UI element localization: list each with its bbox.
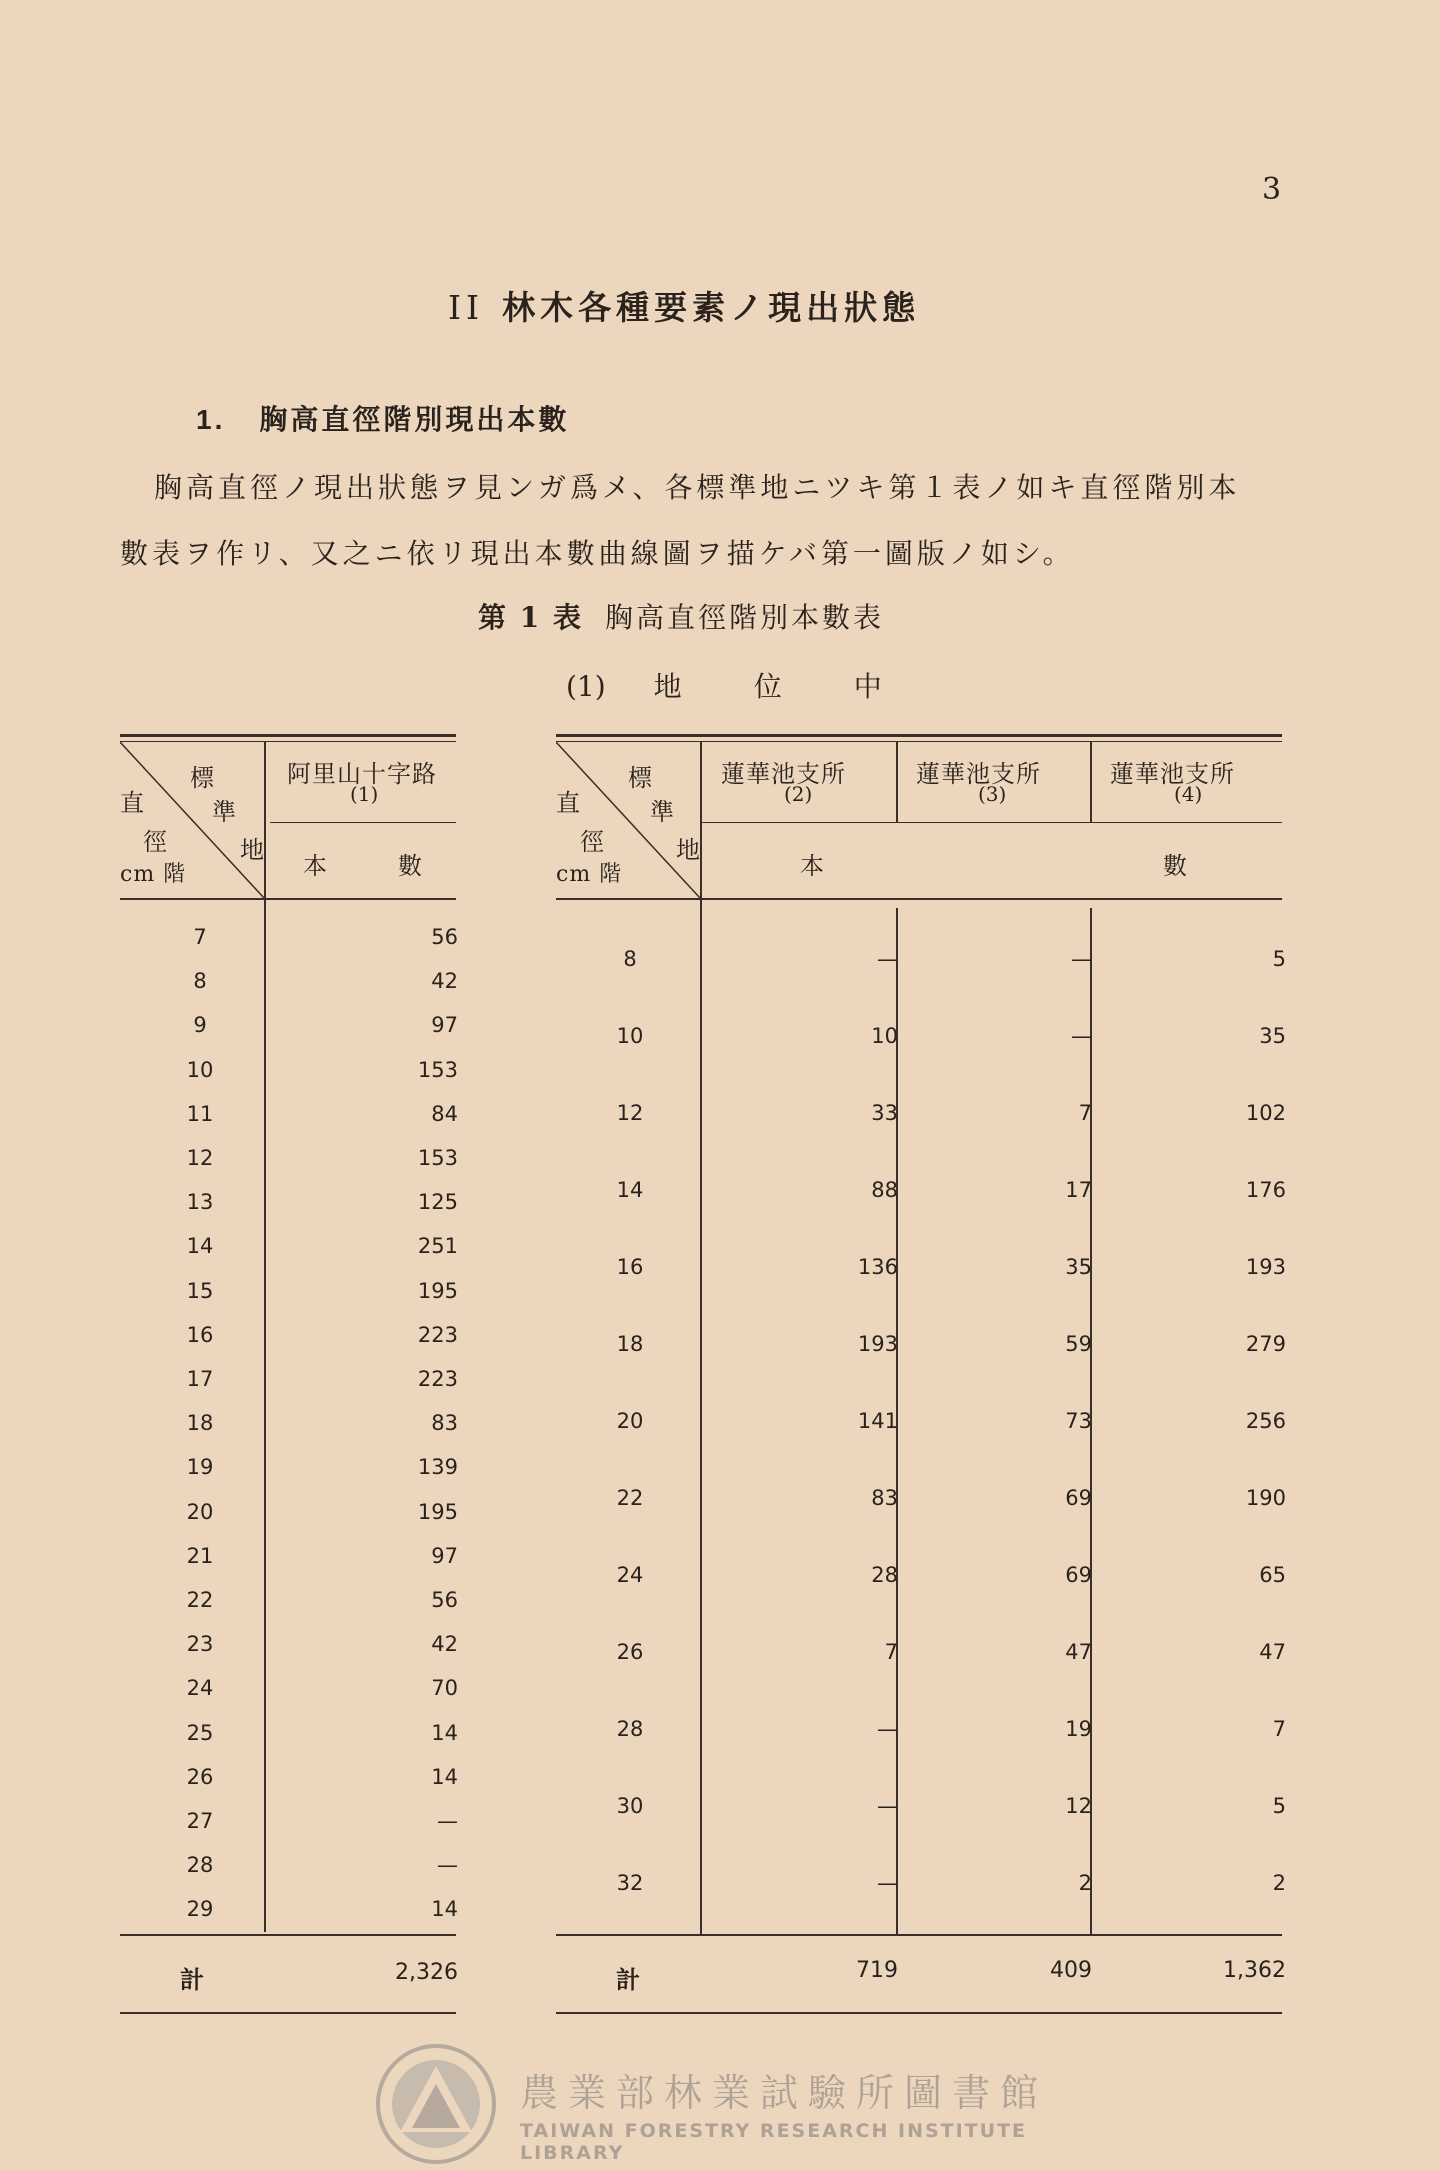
right-row-count-3: 35 (1065, 1255, 1092, 1279)
right-row-count-2: — (877, 1794, 898, 1818)
left-table-bottom-rule (120, 2012, 456, 2014)
right-row-count-3: — (1071, 1024, 1092, 1048)
right-row-count-3: 12 (1065, 1794, 1092, 1818)
left-col-header-b: 數 (398, 852, 423, 880)
right-row-count-4: 65 (1259, 1563, 1286, 1587)
right-row-count-2: 7 (884, 1640, 898, 1664)
left-row-diameter: 24 (186, 1676, 214, 1700)
left-row-diameter: 15 (186, 1279, 214, 1303)
right-row-diameter: 8 (623, 947, 637, 971)
left-row-count: 14 (431, 1721, 458, 1745)
left-row-count: — (437, 1809, 458, 1833)
right-table-top-rule (556, 734, 1282, 737)
left-row-diameter: 11 (186, 1102, 214, 1126)
right-row-count-3: 2 (1078, 1871, 1092, 1895)
watermark-chinese: 農業部林業試驗所圖書館 (520, 2071, 1049, 2115)
left-row-diameter: 18 (186, 1411, 214, 1435)
left-row-count: 153 (417, 1146, 458, 1170)
right-row-count-4: 2 (1272, 1871, 1286, 1895)
right-row-count-4: 35 (1259, 1024, 1286, 1048)
left-row-count: 42 (431, 1632, 458, 1656)
right-row-diameter: 30 (616, 1794, 644, 1818)
left-row-count: — (437, 1853, 458, 1877)
left-row-count: 195 (417, 1279, 458, 1303)
right-row-count-2: 10 (871, 1024, 898, 1048)
left-row-diameter: 29 (186, 1897, 214, 1921)
chapter-roman: II (448, 288, 485, 327)
left-row-diameter: 28 (186, 1853, 214, 1877)
left-row-count: 14 (431, 1897, 458, 1921)
left-row-count: 14 (431, 1765, 458, 1789)
section-number: 1. (196, 404, 226, 435)
right-row-diameter: 10 (616, 1024, 644, 1048)
right-station-name-1: 蓮華池支所 (721, 760, 846, 788)
right-table-divider-2-header (896, 742, 898, 822)
right-row-count-3: 73 (1065, 1409, 1092, 1433)
left-row-count: 223 (417, 1367, 458, 1391)
left-row-count: 125 (417, 1190, 458, 1214)
right-row-count-3: 59 (1065, 1332, 1092, 1356)
right-table-divider-3-header (1090, 742, 1092, 822)
subcaption-char-3: 中 (853, 670, 882, 703)
left-row-count: 97 (431, 1013, 458, 1037)
right-station-name-3: 蓮華池支所 (1110, 760, 1235, 788)
right-row-diameter: 18 (616, 1332, 644, 1356)
table-subcaption (566, 665, 882, 705)
right-total-2: 409 (1050, 1958, 1092, 1983)
left-row-count: 56 (431, 1588, 458, 1612)
right-row-count-3: 17 (1065, 1178, 1092, 1202)
chapter-title (448, 282, 920, 329)
section-title (196, 398, 569, 438)
left-row-diameter: 22 (186, 1588, 214, 1612)
page-number: 3 (1262, 172, 1282, 207)
left-table-total-rule (120, 1934, 456, 1936)
right-station-number-3: (4) (1174, 782, 1203, 806)
left-row-diameter: 16 (186, 1323, 214, 1347)
right-total-3: 1,362 (1223, 1958, 1286, 1983)
left-row-diameter: 21 (186, 1544, 214, 1568)
right-row-diameter: 12 (616, 1101, 644, 1125)
left-row-count: 195 (417, 1500, 458, 1524)
right-row-count-2: 88 (871, 1178, 898, 1202)
right-row-count-2: 193 (857, 1332, 898, 1356)
left-row-diameter: 25 (186, 1721, 214, 1745)
left-station-name: 阿里山十字路 (287, 760, 437, 788)
right-row-count-4: 47 (1259, 1640, 1286, 1664)
section-title-text: 胸高直徑階別現出本數 (259, 403, 570, 436)
table-label: 第 1 表 (478, 601, 583, 634)
left-row-count: 84 (431, 1102, 458, 1126)
left-station-number: (1) (350, 782, 379, 806)
right-row-count-2: 136 (857, 1255, 898, 1279)
left-row-count: 83 (431, 1411, 458, 1435)
left-total-value: 2,326 (395, 1960, 458, 1985)
left-row-diameter: 14 (186, 1234, 214, 1258)
right-row-count-3: 7 (1078, 1101, 1092, 1125)
left-corner-label-right: 地 (240, 836, 265, 864)
paragraph-line-2: 數表ヲ作リ、又之ニ依リ現出本數曲線圖ヲ描ケバ第一圖版ノ如シ。 (120, 537, 1075, 570)
left-row-diameter: 10 (186, 1058, 214, 1082)
left-row-count: 223 (417, 1323, 458, 1347)
right-total-label: 計 (616, 1965, 640, 1994)
right-corner-label-left: 直 (556, 789, 581, 817)
left-total-label: 計 (180, 1965, 204, 1994)
left-row-count: 56 (431, 925, 458, 949)
right-row-count-2: 33 (871, 1101, 898, 1125)
right-row-count-4: 193 (1245, 1255, 1286, 1279)
left-col-header-a: 本 (303, 852, 328, 880)
left-row-diameter: 7 (193, 925, 207, 949)
library-watermark (372, 2040, 1092, 2164)
right-corner-label-left2: 徑 (580, 828, 605, 856)
right-row-count-4: 279 (1245, 1332, 1286, 1356)
right-station-name-2: 蓮華池支所 (916, 760, 1041, 788)
right-corner-label-top: 標 (628, 764, 653, 792)
right-row-diameter: 20 (616, 1409, 644, 1433)
right-row-diameter: 22 (616, 1486, 644, 1510)
right-total-1: 719 (856, 1958, 898, 1983)
right-table-total-rule (556, 1934, 1282, 1936)
table-title: 胸高直徑階別本數表 (604, 601, 884, 634)
left-row-count: 97 (431, 1544, 458, 1568)
left-corner-label-left2: 徑 (143, 828, 168, 856)
right-row-diameter: 16 (616, 1255, 644, 1279)
left-row-diameter: 8 (193, 969, 207, 993)
right-corner-label-bottom: cm 階 (556, 862, 623, 887)
subcaption-number: (1) (566, 670, 606, 703)
right-table-subheader-rule (702, 822, 1282, 823)
left-corner-label-bottom: cm 階 (120, 862, 187, 887)
right-table-divider-1 (700, 742, 702, 1934)
right-row-count-2: 28 (871, 1563, 898, 1587)
right-col-header-b: 數 (1163, 852, 1188, 880)
right-row-diameter: 28 (616, 1717, 644, 1741)
right-station-number-1: (2) (784, 782, 813, 806)
left-row-diameter: 19 (186, 1455, 214, 1479)
left-row-count: 139 (417, 1455, 458, 1479)
right-row-count-2: 141 (857, 1409, 898, 1433)
right-row-count-3: 69 (1065, 1486, 1092, 1510)
left-row-diameter: 13 (186, 1190, 214, 1214)
left-table-top-rule (120, 734, 456, 737)
left-row-diameter: 27 (186, 1809, 214, 1833)
right-row-count-3: 47 (1065, 1640, 1092, 1664)
right-corner-label-mid: 準 (650, 798, 675, 826)
right-row-count-4: 190 (1245, 1486, 1286, 1510)
subcaption-char-2: 位 (753, 670, 782, 703)
right-row-count-4: 5 (1272, 1794, 1286, 1818)
right-row-diameter: 26 (616, 1640, 644, 1664)
left-corner-label-left: 直 (120, 789, 145, 817)
watermark-english: TAIWAN FORESTRY RESEARCH INSTITUTE LIBRARY (520, 2120, 1028, 2164)
left-row-diameter: 20 (186, 1500, 214, 1524)
left-table-column-divider (264, 742, 266, 1932)
paragraph-line-1: 胸高直徑ノ現出狀態ヲ見ンガ爲メ、各標準地ニツキ第１表ノ如キ直徑階別本 (154, 471, 1241, 504)
left-corner-label-mid: 準 (212, 798, 237, 826)
right-row-count-4: 7 (1272, 1717, 1286, 1741)
right-row-diameter: 32 (616, 1871, 644, 1895)
left-row-count: 153 (417, 1058, 458, 1082)
right-row-count-3: — (1071, 947, 1092, 971)
right-row-count-4: 256 (1245, 1409, 1286, 1433)
right-corner-label-right: 地 (676, 836, 701, 864)
left-table-subheader-rule (270, 822, 456, 823)
left-row-diameter: 23 (186, 1632, 214, 1656)
right-row-count-2: — (877, 947, 898, 971)
right-table-bottom-rule (556, 2012, 1282, 2014)
right-row-diameter: 24 (616, 1563, 644, 1587)
left-row-diameter: 9 (193, 1013, 207, 1037)
right-row-count-2: — (877, 1871, 898, 1895)
right-row-count-2: 83 (871, 1486, 898, 1510)
right-row-count-3: 69 (1065, 1563, 1092, 1587)
right-row-count-3: 19 (1065, 1717, 1092, 1741)
table-caption (478, 596, 884, 636)
left-row-diameter: 12 (186, 1146, 214, 1170)
chapter-title-text: 林木各種要素ノ現出狀態 (502, 288, 921, 327)
right-row-count-4: 176 (1245, 1178, 1286, 1202)
library-seal-icon (372, 2040, 502, 2170)
right-col-header-a: 本 (800, 852, 825, 880)
left-row-count: 70 (431, 1676, 458, 1700)
left-row-diameter: 26 (186, 1765, 214, 1789)
left-corner-label-top: 標 (190, 764, 215, 792)
left-row-count: 42 (431, 969, 458, 993)
left-row-diameter: 17 (186, 1367, 214, 1391)
right-row-count-2: — (877, 1717, 898, 1741)
right-row-diameter: 14 (616, 1178, 644, 1202)
subcaption-char-1: 地 (653, 670, 682, 703)
left-row-count: 251 (417, 1234, 458, 1258)
right-row-count-4: 5 (1272, 947, 1286, 971)
right-row-count-4: 102 (1245, 1101, 1286, 1125)
right-station-number-2: (3) (978, 782, 1007, 806)
